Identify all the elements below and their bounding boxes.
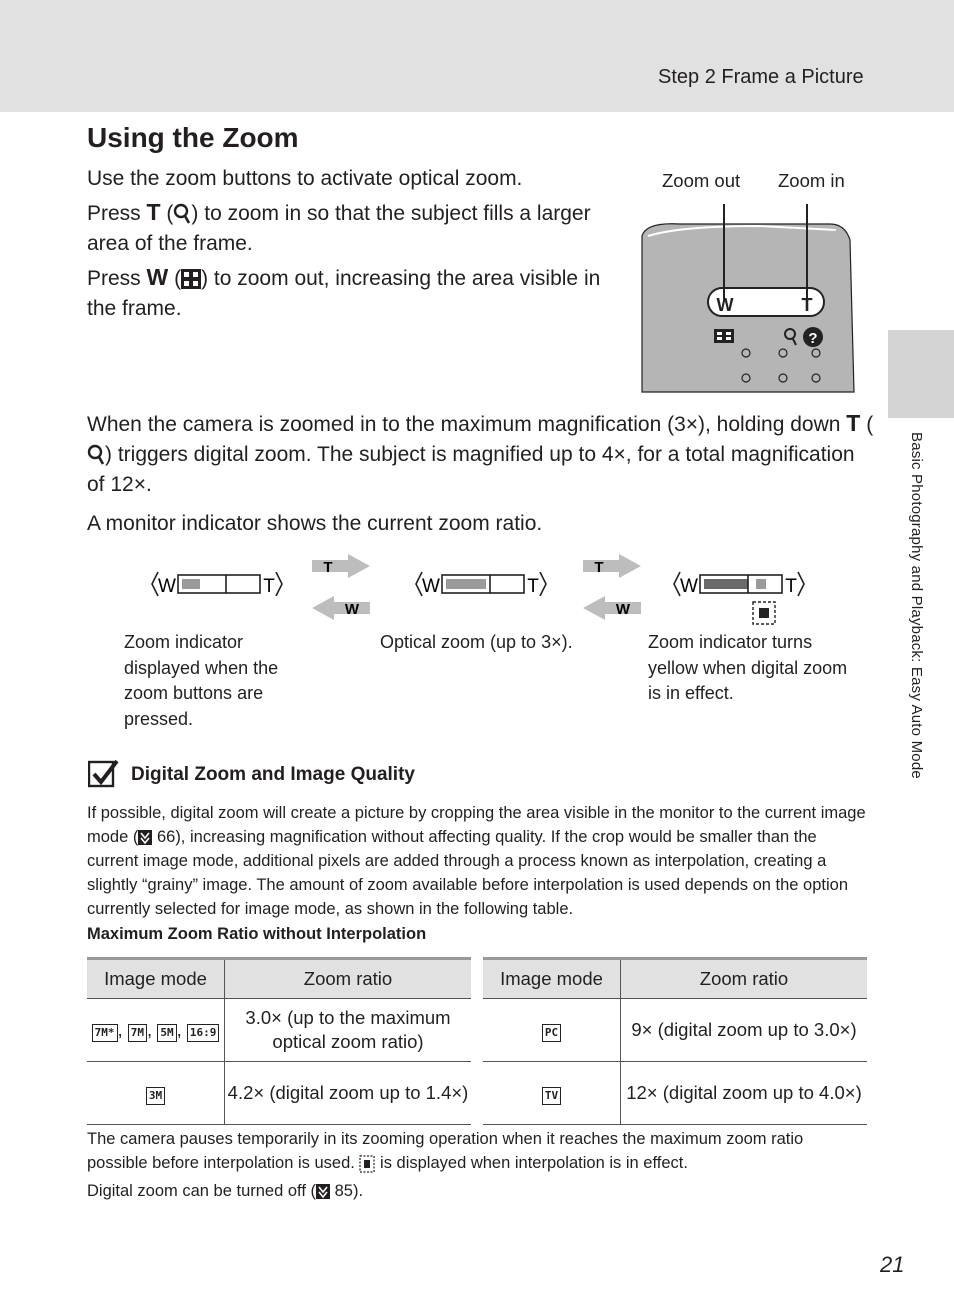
indicator-caption-2: Optical zoom (up to 3×). [380,632,573,652]
intro-text [87,164,607,324]
indicator-t-label: T [263,576,275,597]
thumbnail-grid-icon [181,269,201,289]
page-number: 21 [880,1252,905,1277]
zoom-ratio-cell: 9× (digital zoom up to 3.0×) [621,999,868,1062]
t-key: T [846,410,861,436]
page-reference-icon [138,830,152,845]
zoom-out-label: Zoom out [662,170,741,191]
image-mode-16-9-icon: 16:9 [187,1024,220,1042]
image-mode-7m-icon: 7M [128,1024,147,1042]
zoom-ratio-cell: 12× (digital zoom up to 4.0×) [621,1062,868,1125]
camera-zoom-buttons-illustration [640,200,860,394]
section-title: Step 2 Frame a Picture [658,66,864,88]
digital-para-desc: ) triggers digital zoom. The subject is magnified up to 4×, for a total magnification of 12×. [87,443,855,496]
zoom-in-label: Zoom in [778,170,845,191]
page-ref: 85 [334,1182,353,1200]
image-mode-7m-star-icon: 7M* [92,1024,118,1042]
image-mode-cell [483,1062,621,1125]
help-icon [803,327,823,347]
camera-w-label: W [716,295,734,315]
press-w-text: Press W ( ) to zoom out, increasing the area visible in the frame. [87,264,601,320]
footer-note-text: The camera pauses temporarily in its zooming operation when it reaches the maximum zoom ratio possible before interpolation is used. [87,1130,804,1172]
zoom-ratio-cell: 4.2× (digital zoom up to 1.4×) [225,1062,472,1125]
zoom-arrows-2 [583,554,641,620]
note-title: Digital Zoom and Image Quality [131,764,415,785]
page-title: Using the Zoom [87,122,299,153]
zoom-ratio-table-left [87,957,471,1125]
header-zoom-ratio: Zoom ratio [621,959,868,999]
press-t-desc: ) to zoom in so that the subject fills a larger area of the frame. [87,202,591,255]
image-mode-pc-icon: PC [542,1024,561,1042]
footer-note-2 [87,1179,363,1203]
digital-para-line: When the camera is zoomed in to the maximum magnification (3×), holding down [87,413,841,436]
interpolation-icon [359,1155,375,1173]
side-tab [888,330,954,418]
note-body-text: ), increasing magnification without affecting quality. If the crop would be smaller than the current image mode, additional pixels are added through a process known as interpolation, creating a slightly “grainy” image. The amount of zoom available before interpolation is used depends on the option currently selected for image mode, as shown in the following table. [87,828,848,918]
zoom-ratio-cell: 3.0× (up to the maximum optical zoom ratio) [225,999,472,1062]
interpolation-icon [753,602,775,624]
indicator-caption-3: Zoom indicator turns yellow when digital zoom is in effect. [648,632,848,703]
page-reference-icon [316,1184,330,1199]
image-mode-5m-icon: 5M [157,1024,176,1042]
image-mode-cell [87,1062,225,1125]
image-mode-cell [483,999,621,1062]
zoom-arrows-1 [312,554,370,620]
footer-note-text: is displayed when interpolation is in effect. [380,1154,688,1172]
press-label: Press [87,202,141,225]
image-mode-cell: 7M* , 7M , 5M , 16:9 [87,999,225,1062]
footer-note-text: Digital zoom can be turned off ( [87,1182,316,1200]
footer-note-text: ). [352,1182,364,1200]
indicator-t-label: T [527,576,539,597]
zoom-in-magnifier-icon [173,203,191,225]
header-band [0,0,954,112]
image-mode-3m-icon: 3M [146,1087,165,1105]
note-check-icon [88,760,120,790]
indicator-w-label: W [158,576,176,597]
press-label: Press [87,267,141,290]
w-key: W [146,264,169,290]
table-title: Maximum Zoom Ratio without Interpolation [87,925,427,943]
header-image-mode: Image mode [87,959,225,999]
table-row [87,999,471,1062]
arrow-w-label: W [344,601,360,618]
arrow-t-label: T [323,559,333,576]
thumbnail-grid-icon [714,329,734,343]
note-body-text: If possible, digital zoom will create a picture by cropping the area visible in the monitor to the current image mode ( [87,804,866,846]
image-mode-tv-icon: TV [542,1087,561,1105]
t-key: T [146,199,161,225]
zoom-indicator-digital [674,572,804,597]
intro-line: Use the zoom buttons to activate optical zoom. [87,167,523,190]
arrow-t-label: T [594,559,604,576]
footer-note-1 [87,1127,867,1175]
zoom-ratio-table-right [483,957,867,1125]
monitor-indicator-line: A monitor indicator shows the current zoom ratio. [87,512,543,535]
zoom-indicator-illustrations [140,552,820,632]
side-tab-text: Basic Photography and Playback: Easy Auto Mode [908,432,925,779]
indicator-caption-1: Zoom indicator displayed when the zoom buttons are pressed. [124,632,279,729]
press-w-desc: ) to zoom out, increasing the area visible in the frame. [87,267,601,320]
note-body [87,801,867,921]
zoom-in-magnifier-icon [87,444,105,466]
svg-text:?: ? [808,330,818,347]
digital-zoom-paragraph: When the camera is zoomed in to the maximum magnification (3×), holding down T () triggers digital zoom. The subject is magnified up to 4×, for a total magnification of 12×. [87,410,874,496]
table-row [483,1062,867,1125]
indicator-w-label: W [680,576,698,597]
indicator-t-label: T [785,576,797,597]
camera-t-label: T [801,295,813,315]
table-row [483,999,867,1062]
zoom-indicator-optical [416,572,546,597]
zoom-indicator-initial [152,572,282,597]
press-t-text: Press T ( ) to zoom in so that the subject fills a larger area of the frame. [87,199,591,255]
page-ref: 66 [156,828,176,846]
header-image-mode: Image mode [483,959,621,999]
header-zoom-ratio: Zoom ratio [225,959,472,999]
arrow-w-label: W [615,601,631,618]
table-row [87,1062,471,1125]
indicator-w-label: W [422,576,440,597]
